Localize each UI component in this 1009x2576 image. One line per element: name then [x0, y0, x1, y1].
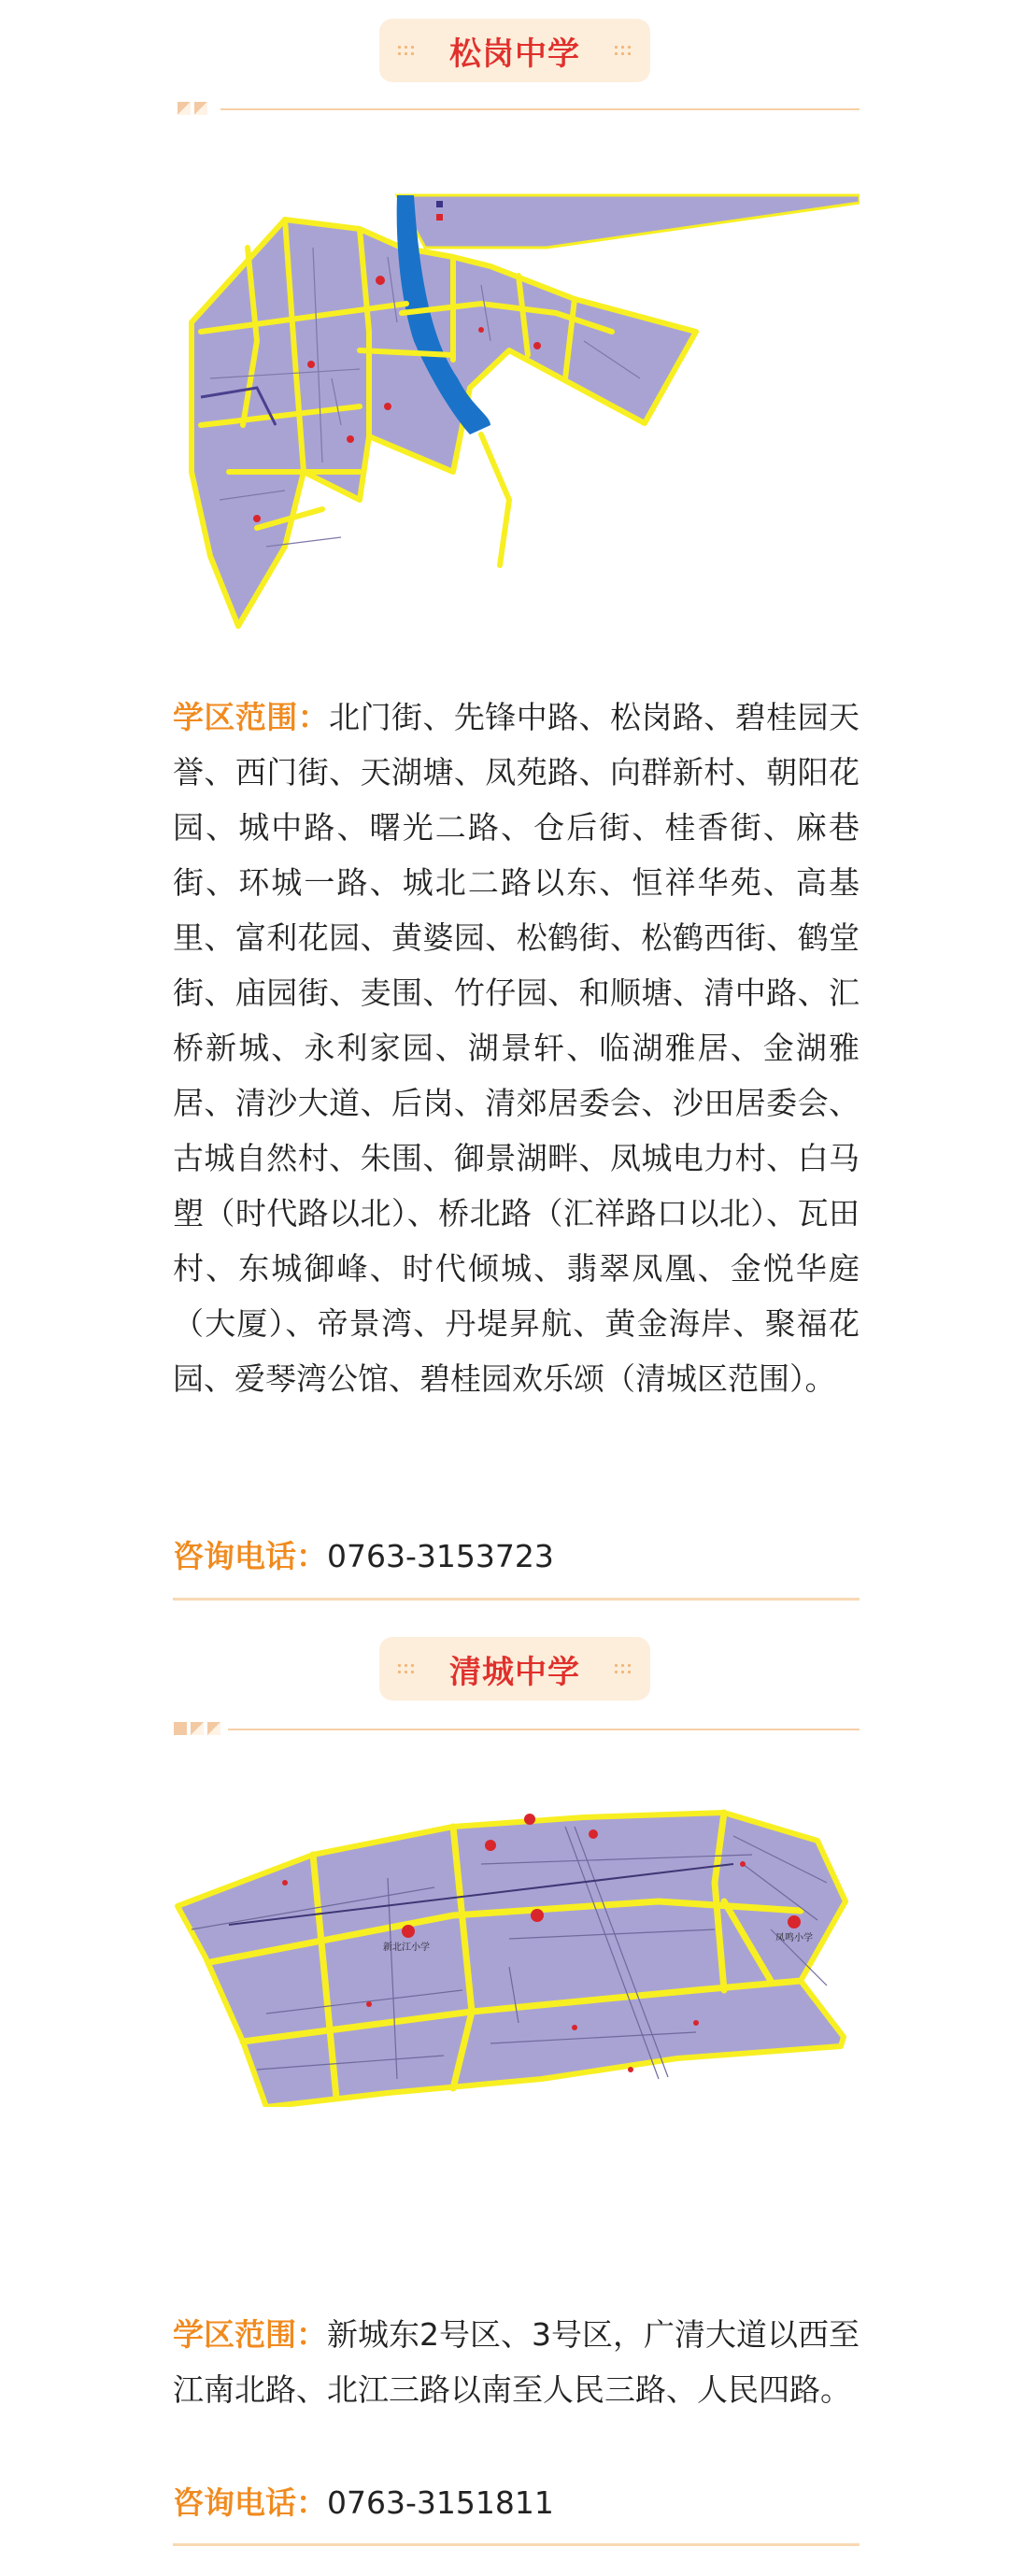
decorative-divider — [220, 108, 860, 110]
phone-number[interactable]: 0763-3153723 — [327, 1538, 554, 1574]
school-section-2 — [0, 1607, 1009, 2576]
dots-decoration-icon — [613, 1662, 633, 1675]
district-range-text: 北门街、先锋中路、松岗路、碧桂园天誉、西门街、天湖塘、凤苑路、向群新村、朝阳花园、城中路、曙光二路、仓后街、桂香街、麻巷街、环城一路、城北二路以东、恒祥华苑、高基里、富利花园、黄婆园、松鹤街、松鹤西街、鹤堂街、庙园街、麦围、竹仔园、和顺塘、清中路、汇桥新城、永利家园、湖景轩、临湖雅居、金湖雅居、清沙大道、后岗、清郊居委会、沙田居委会、古城自然村、朱围、御景湖畔、凤城电力村、白马塱（时代路以北）、桥北路（汇祥路口以北）、瓦田村、东城御峰、时代倾城、翡翠凤凰、金悦华庭（大厦）、帝景湾、丹堤昇航、黄金海岸、聚福花园、爱琴湾公馆、碧桂园欢乐颂（清城区范围）。 — [173, 699, 860, 1397]
section-divider — [173, 2543, 860, 2546]
dots-decoration-icon — [613, 44, 633, 57]
school-district-map — [173, 192, 860, 631]
district-range — [173, 690, 860, 1406]
map-label-fengming: 凤鸣小学 — [775, 1933, 813, 1943]
dots-decoration-icon — [396, 1662, 417, 1675]
school-title-badge — [379, 1637, 650, 1701]
district-range-label: 学区范围： — [173, 699, 330, 735]
school-title: 清城中学 — [449, 1653, 580, 1691]
district-range — [173, 2307, 860, 2417]
map-label-xinbeijiang: 新北江小学 — [383, 1943, 430, 1953]
school-district-map — [173, 1799, 860, 2107]
decorative-divider — [228, 1729, 860, 1730]
school-title-badge — [379, 19, 650, 82]
consult-phone — [173, 2479, 554, 2523]
phone-label: 咨询电话： — [173, 1538, 327, 1574]
corner-decoration-icon — [178, 102, 207, 115]
dots-decoration-icon — [396, 44, 417, 57]
district-range-text: 新城东2号区、3号区，广清大道以西至江南北路、北江三路以南至人民三路、人民四路。 — [173, 2316, 860, 2408]
phone-label: 咨询电话： — [173, 2484, 327, 2521]
district-range-label: 学区范围： — [173, 2316, 327, 2353]
section-divider — [173, 1598, 860, 1601]
phone-number[interactable]: 0763-3151811 — [327, 2484, 554, 2521]
consult-phone — [173, 1532, 554, 1576]
corner-decoration-icon — [174, 1722, 220, 1735]
school-title: 松岗中学 — [449, 35, 580, 73]
